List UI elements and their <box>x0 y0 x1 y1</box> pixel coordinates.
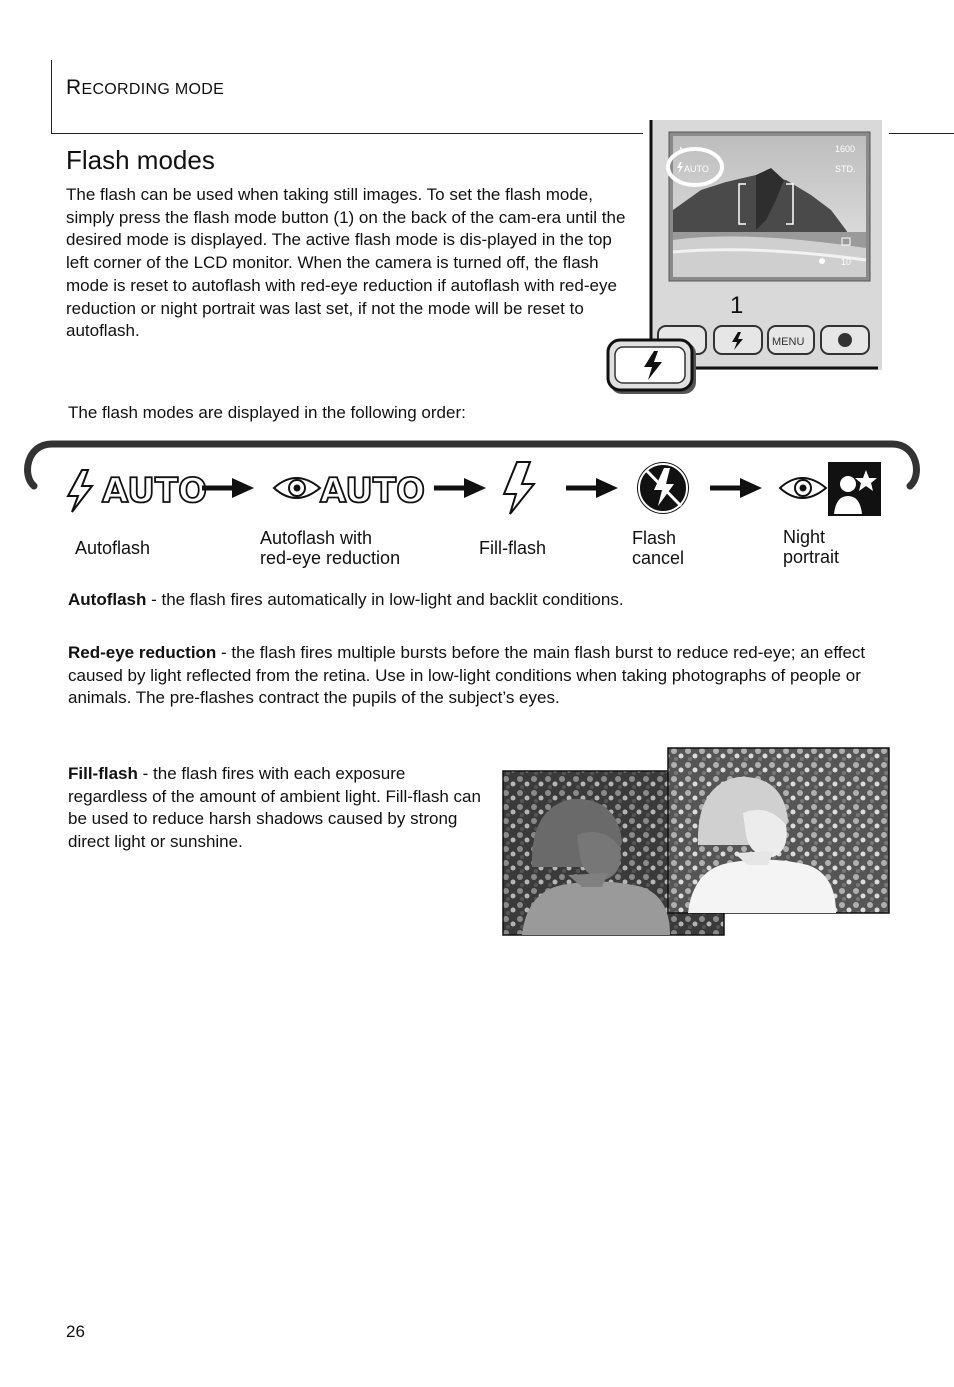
camera-back-illustration <box>606 120 882 398</box>
autoflash-description <box>68 589 898 612</box>
description-text: - the flash fires automatically in low-light and backlit conditions. <box>146 590 624 609</box>
svg-text:AUTO: AUTO <box>102 471 207 511</box>
page-number: 26 <box>66 1322 85 1341</box>
fill-flash-description <box>68 763 483 853</box>
svg-text:AUTO: AUTO <box>320 471 425 511</box>
arrow-icon <box>710 478 762 498</box>
section-rule-horizontal-right <box>889 133 954 134</box>
svg-text:◔: ◔ <box>677 144 684 155</box>
mode-label-flash-cancel <box>632 528 684 568</box>
mode-label-line: red-eye reduction <box>260 548 401 568</box>
arrow-icon <box>566 478 618 498</box>
flash-cancel-icon <box>637 462 689 514</box>
mode-label-line: Autoflash with <box>260 528 373 548</box>
mode-label-autoflash: Autoflash <box>75 538 151 558</box>
lcd-iso: 1600 <box>835 144 856 154</box>
flash-icon <box>504 462 534 514</box>
lcd-quality: STD. <box>835 164 856 174</box>
section-title <box>66 76 224 100</box>
red-eye-description <box>68 642 883 710</box>
page-title: Flash modes <box>66 145 215 175</box>
mode-label-night-portrait <box>783 527 839 567</box>
mode-label-red-eye <box>260 528 400 568</box>
photo-with-fill-flash <box>668 748 889 913</box>
mode-label-line: Night <box>783 527 826 547</box>
flash-auto-icon <box>68 470 207 512</box>
order-text: The flash modes are displayed in the following order: <box>68 403 466 422</box>
intro-paragraph: The flash can be used when taking still images. To set the flash mode, simply press the flash mode button (1) on the back of the cam-era until the desired mode is displayed. The active flash mode is dis-played in the top left corner of the LCD monitor. When the camera is turned off, the flash mode is reset to autoflash with red-eye reduction if autoflash with red-eye reduction or night portrait was last set, if not the mode will be reset to autoflash. <box>66 185 626 341</box>
arrow-icon <box>434 478 486 498</box>
mode-label-line: portrait <box>783 547 840 567</box>
section-rule-horizontal <box>51 133 643 134</box>
description-text: - the flash fires multiple bursts before the main flash burst to reduce red-eye; an effect caused by light reflected from the retina. Use in low-light conditions when taking photographs of people or animals. The pre-flashes contract the pupils of the subject’s eyes. <box>68 643 866 707</box>
fill-flash-comparison <box>502 747 892 937</box>
description-text: - the flash fires with each exposure regardless of the amount of ambient light. Fill-flash can be used to reduce harsh shadows caused by strong direct light or sunshine. <box>68 764 481 851</box>
red-eye-auto-icon <box>274 471 425 511</box>
mode-label-fill-flash: Fill-flash <box>479 538 547 558</box>
callout-number: 1 <box>730 292 744 319</box>
section-title-cap: R <box>66 76 82 99</box>
section-title-rest: ECORDING MODE <box>81 81 225 98</box>
term: Red-eye reduction <box>68 643 217 662</box>
flash-mode-cycle <box>22 436 922 526</box>
arrow-icon <box>202 478 254 498</box>
menu-button-label: MENU <box>772 336 805 348</box>
lcd-battery-icon <box>819 258 825 264</box>
mode-label-line: Flash <box>632 528 677 548</box>
lcd-frames: 10 <box>841 257 852 267</box>
mode-label-line: cancel <box>632 548 685 568</box>
section-rule-vertical <box>51 60 52 134</box>
lcd-flash-indicator: AUTO <box>684 164 709 174</box>
term: Fill-flash <box>68 764 138 783</box>
night-portrait-icon <box>780 462 881 516</box>
term: Autoflash <box>68 590 147 609</box>
